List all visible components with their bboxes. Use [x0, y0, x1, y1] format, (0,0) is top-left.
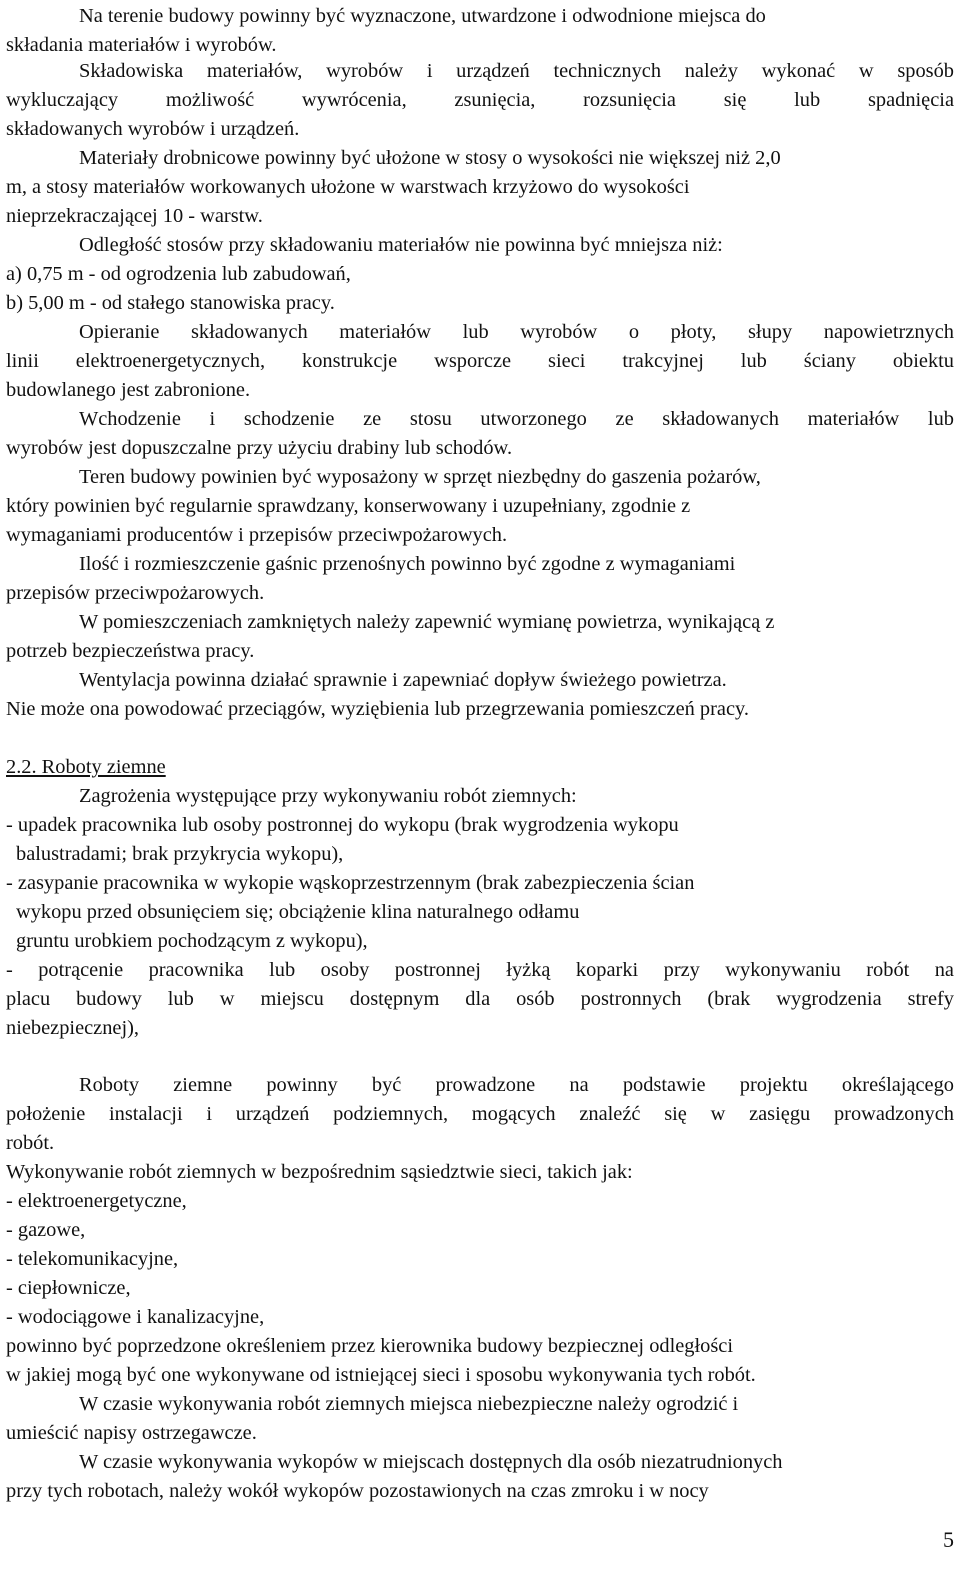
text-line: W czasie wykonywania robót ziemnych miejsca niebezpieczne należy ogrodzić i [79, 1393, 739, 1415]
text-line: składania materiałów i wyrobów. [6, 34, 277, 56]
text-line: Odległość stosów przy składowaniu materiałów nie powinna być mniejsza niż: [79, 234, 723, 256]
text-line: umieścić napisy ostrzegawcze. [6, 1422, 257, 1444]
text-line: wymaganiami producentów i przepisów przeciwpożarowych. [6, 524, 508, 546]
list-item-continuation: placu budowy lub w miejscu dostępnym dla osób postronnych (brak wygrodzenia strefy [6, 988, 954, 1010]
text-line: przy tych robotach, należy wokół wykopów pozostawionych na czas zmroku i w nocy [6, 1480, 709, 1502]
list-item: - zasypanie pracownika w wykopie wąskoprzestrzennym (brak zabezpieczenia ścian [6, 872, 695, 894]
text-line: Na terenie budowy powinny być wyznaczone, utwardzone i odwodnione miejsca do [79, 5, 766, 27]
list-item: - upadek pracownika lub osoby postronnej do wykopu (brak wygrodzenia wykopu [6, 814, 679, 836]
text-line: przepisów przeciwpożarowych. [6, 582, 265, 604]
text-line: b) 5,00 m - od stałego stanowiska pracy. [6, 292, 335, 314]
list-item: - telekomunikacyjne, [6, 1248, 179, 1270]
text-line: Teren budowy powinien być wyposażony w sprzęt niezbędny do gaszenia pożarów, [79, 466, 761, 488]
list-item-continuation: niebezpiecznej), [6, 1017, 140, 1039]
text-line: składowanych wyrobów i urządzeń. [6, 118, 300, 140]
text-line: budowlanego jest zabronione. [6, 379, 251, 401]
text-line: Wykonywanie robót ziemnych w bezpośrednim sąsiedztwie sieci, takich jak: [6, 1161, 633, 1183]
text-line: Składowiska materiałów, wyrobów i urządzeń technicznych należy wykonać w sposób [79, 60, 954, 82]
list-item: - ciepłownicze, [6, 1277, 131, 1299]
list-item-continuation: balustradami; brak przykrycia wykopu), [16, 843, 344, 865]
text-line: linii elektroenergetycznych, konstrukcje wsporcze sieci trakcyjnej lub ściany obiektu [6, 350, 954, 372]
text-line: robót. [6, 1132, 55, 1154]
text-line: Opieranie składowanych materiałów lub wyrobów o płoty, słupy napowietrznych [79, 321, 954, 343]
list-item: - wodociągowe i kanalizacyjne, [6, 1306, 265, 1328]
text-line: powinno być poprzedzone określeniem przez kierownika budowy bezpiecznej odległości [6, 1335, 734, 1357]
text-line: Materiały drobnicowe powinny być ułożone w stosy o wysokości nie większej niż 2,0 [79, 147, 781, 169]
text-line: potrzeb bezpieczeństwa pracy. [6, 640, 255, 662]
text-line: Nie może ona powodować przeciągów, wyziębienia lub przegrzewania pomieszczeń pracy. [6, 698, 749, 720]
text-line: W pomieszczeniach zamkniętych należy zapewnić wymianę powietrza, wynikającą z [79, 611, 775, 633]
text-line: Zagrożenia występujące przy wykonywaniu robót ziemnych: [79, 785, 577, 807]
text-line: wyrobów jest dopuszczalne przy użyciu drabiny lub schodów. [6, 437, 513, 459]
list-item: - elektroenergetyczne, [6, 1190, 187, 1212]
list-item-continuation: gruntu urobkiem pochodzącym z wykopu), [16, 930, 368, 952]
page-number: 5 [943, 1527, 954, 1552]
list-item-continuation: wykopu przed obsunięciem się; obciążenie klina naturalnego odłamu [16, 901, 580, 923]
text-line: a) 0,75 m - od ogrodzenia lub zabudowań, [6, 263, 351, 285]
text-line: Wentylacja powinna działać sprawnie i zapewniać dopływ świeżego powietrza. [79, 669, 727, 691]
text-line: który powinien być regularnie sprawdzany, konserwowany i uzupełniany, zgodnie z [6, 495, 691, 517]
text-line: wykluczający możliwość wywrócenia, zsunięcia, rozsunięcia się lub spadnięcia [6, 89, 954, 111]
text-line: Roboty ziemne powinny być prowadzone na podstawie projektu określającego [79, 1074, 954, 1096]
text-line: Ilość i rozmieszczenie gaśnic przenośnych powinno być zgodne z wymaganiami [79, 553, 736, 575]
text-line: nieprzekraczającej 10 - warstw. [6, 205, 263, 227]
text-line: w jakiej mogą być one wykonywane od istniejącej sieci i sposobu wykonywania tych robót. [6, 1364, 756, 1386]
section-heading: 2.2. Roboty ziemne [6, 756, 166, 778]
text-line: Wchodzenie i schodzenie ze stosu utworzonego ze składowanych materiałów lub [79, 408, 954, 430]
text-line: położenie instalacji i urządzeń podziemnych, mogących znaleźć się w zasięgu prowadzonych [6, 1103, 954, 1125]
list-item: - gazowe, [6, 1219, 86, 1241]
list-item: - potrącenie pracownika lub osoby postronnej łyżką koparki przy wykonywaniu robót na [6, 959, 954, 981]
text-line: m, a stosy materiałów workowanych ułożone w warstwach krzyżowo do wysokości [6, 176, 690, 198]
text-line: W czasie wykonywania wykopów w miejscach dostępnych dla osób niezatrudnionych [79, 1451, 783, 1473]
